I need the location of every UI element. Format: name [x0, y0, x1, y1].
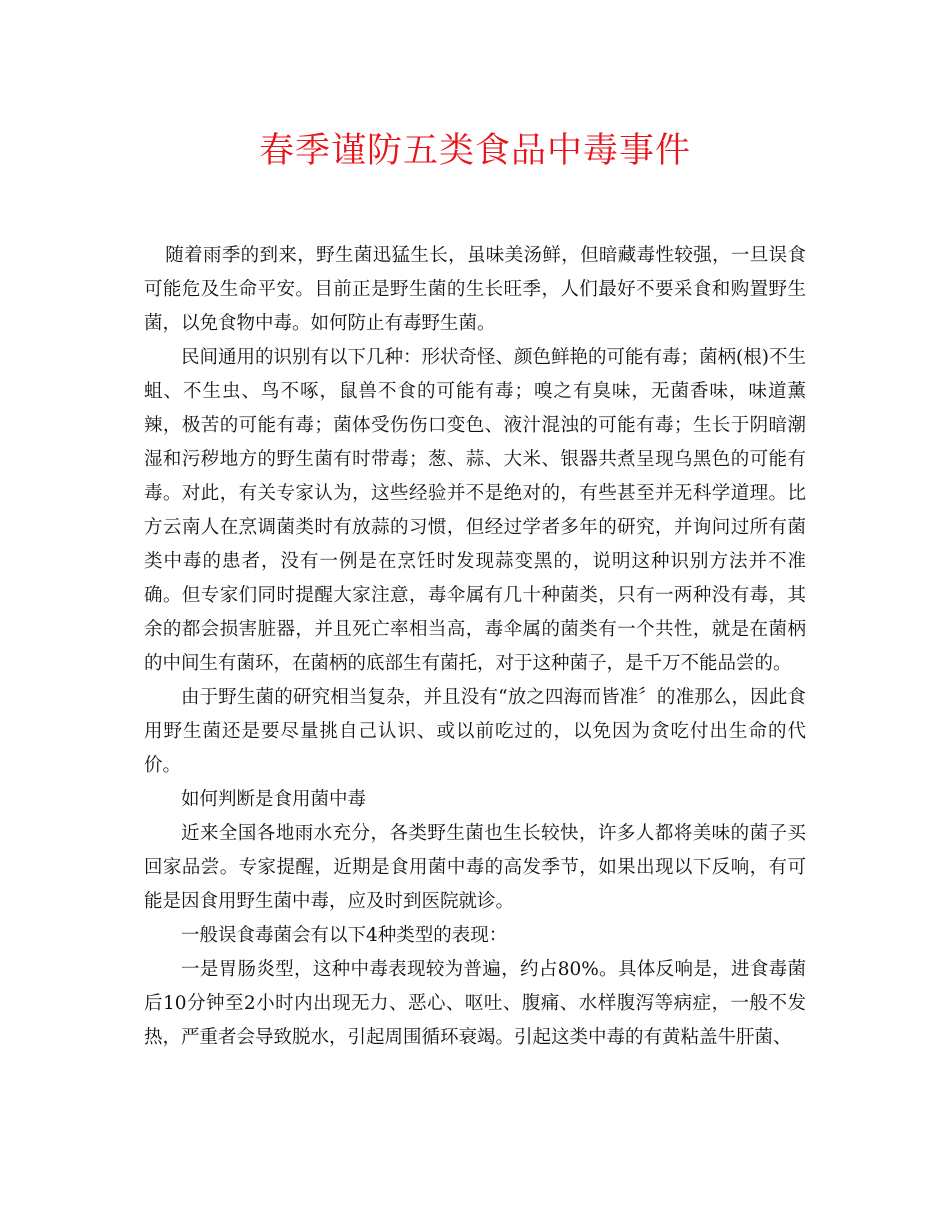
paragraph: 由于野生菌的研究相当复杂，并且没有“放之四海而皆准〞的准那么，因此食用野生菌还是要尽量挑自己认识、或以前吃过的，以免因为贪吃付出生命的代价。 [144, 687, 806, 776]
paragraph: 随着雨季的到来，野生菌迅猛生长，虽味美汤鲜，但暗藏毒性较强，一旦误食可能危及生命平安。目前正是野生菌的生长旺季，人们最好不要采食和购置野生菌，以免食物中毒。如何防止有毒野生菌。 [144, 245, 806, 334]
document-title: 春季谨防五类食品中毒事件 [258, 131, 691, 171]
document-body [144, 239, 806, 1055]
paragraph: 民间通用的识别有以下几种：形状奇怪、颜色鲜艳的可能有毒；菌柄(根)不生蛆、不生虫、鸟不啄，鼠兽不食的可能有毒；嗅之有臭味，无菌香味，味道薰辣，极苦的可能有毒；菌体受伤伤口变色、液汁混浊的可能有毒；生长于阴暗潮湿和污秽地方的野生菌有时带毒；葱、蒜、大米、银器共煮呈现乌黑色的可能有毒。对此，有关专家认为，这些经验并不是绝对的，有些甚至并无科学道理。比方云南人在烹调菌类时有放蒜的习惯，但经过学者多年的研究，并询问过所有菌类中毒的患者，没有一例是在烹饪时发现蒜变黑的，说明这种识别方法并不准确。但专家们同时提醒大家注意，毒伞属有几十种菌类，只有一两种没有毒，其余的都会损害脏器，并且死亡率相当高，毒伞属的菌类有一个共性，就是在菌柄的中间生有菌环，在菌柄的底部生有菌托，对于这种菌子，是千万不能品尝的。 [144, 347, 806, 674]
paragraph: 一是胃肠炎型，这种中毒表现较为普遍，约占80%。具体反响是，进食毒菌后10分钟至2小时内出现无力、恶心、呕吐、腹痛、水样腹泻等病症，一般不发热，严重者会导致脱水，引起周围循环衰竭。引起这类中毒的有黄粘盖牛肝菌、 [144, 959, 806, 1048]
paragraph: 一般误食毒菌会有以下4种类型的表现： [181, 925, 508, 946]
paragraph: 近来全国各地雨水充分，各类野生菌也生长较快，许多人都将美味的菌子买回家品尝。专家提醒，近期是食用菌中毒的高发季节，如果出现以下反响，有可能是因食用野生菌中毒，应及时到医院就诊。 [144, 823, 806, 912]
section-heading: 如何判断是食用菌中毒 [181, 789, 367, 810]
